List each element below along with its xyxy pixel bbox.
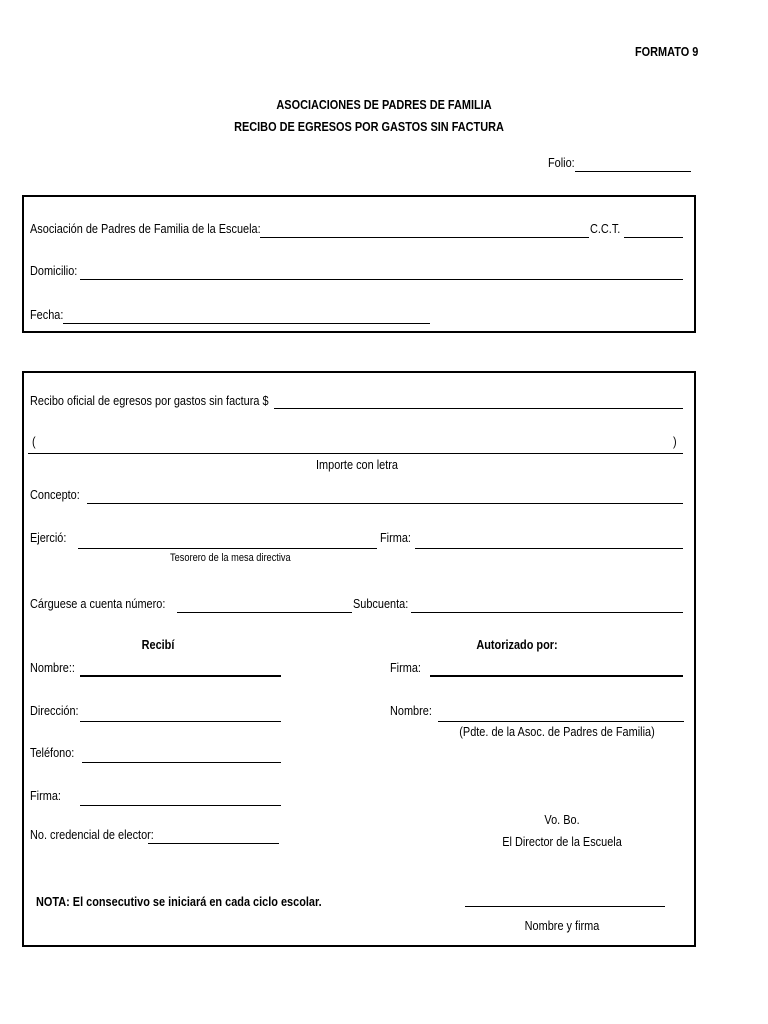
executed-signature-label: Firma: bbox=[380, 530, 411, 545]
association-field[interactable] bbox=[260, 237, 589, 238]
received-address-field[interactable] bbox=[80, 721, 281, 722]
received-name-label: Nombre:: bbox=[30, 660, 75, 675]
president-caption: (Pdte. de la Asoc. de Padres de Familia) bbox=[459, 724, 655, 739]
authorized-name-label: Nombre: bbox=[390, 703, 432, 718]
cct-label: C.C.T. bbox=[590, 221, 621, 236]
received-name-field[interactable] bbox=[80, 675, 281, 677]
subaccount-field[interactable] bbox=[411, 612, 683, 613]
executed-label: Ejerció: bbox=[30, 530, 67, 545]
address-field[interactable] bbox=[80, 279, 683, 280]
format-label: FORMATO 9 bbox=[635, 44, 699, 59]
subaccount-label: Subcuenta: bbox=[353, 596, 409, 611]
title-line-1: ASOCIACIONES DE PADRES DE FAMILIA bbox=[276, 97, 492, 112]
authorized-signature-field[interactable] bbox=[430, 675, 683, 677]
concept-label: Concepto: bbox=[30, 487, 80, 502]
received-signature-label: Firma: bbox=[30, 788, 61, 803]
authorized-signature-label: Firma: bbox=[390, 660, 421, 675]
folio-field[interactable] bbox=[575, 171, 691, 172]
authorized-heading: Autorizado por: bbox=[476, 637, 558, 652]
title-line-2: RECIBO DE EGRESOS POR GASTOS SIN FACTURA bbox=[234, 119, 504, 134]
received-phone-label: Teléfono: bbox=[30, 745, 75, 760]
note-text: NOTA: El consecutivo se iniciará en cada ciclo escolar. bbox=[36, 894, 322, 909]
charge-account-label: Cárguese a cuenta número: bbox=[30, 596, 166, 611]
amount-words-field[interactable] bbox=[28, 453, 683, 454]
address-label: Domicilio: bbox=[30, 263, 78, 278]
receipt-amount-field[interactable] bbox=[274, 408, 683, 409]
director-signature-field[interactable] bbox=[465, 906, 665, 907]
paren-open: ( bbox=[32, 434, 36, 449]
concept-field[interactable] bbox=[87, 503, 683, 504]
date-field[interactable] bbox=[63, 323, 430, 324]
school-info-box bbox=[22, 195, 696, 333]
date-label: Fecha: bbox=[30, 307, 64, 322]
amount-words-caption: Importe con letra bbox=[316, 457, 398, 472]
paren-close: ) bbox=[673, 434, 677, 449]
received-signature-field[interactable] bbox=[80, 805, 281, 806]
charge-account-field[interactable] bbox=[177, 612, 352, 613]
received-phone-field[interactable] bbox=[82, 762, 281, 763]
executed-field[interactable] bbox=[78, 548, 377, 549]
received-address-label: Dirección: bbox=[30, 703, 79, 718]
vobo-label: Vo. Bo. bbox=[544, 812, 580, 827]
received-heading: Recibí bbox=[141, 637, 175, 652]
voter-id-label: No. credencial de elector: bbox=[30, 827, 154, 842]
cct-field[interactable] bbox=[624, 237, 683, 238]
name-signature-caption: Nombre y firma bbox=[524, 918, 600, 933]
director-label: El Director de la Escuela bbox=[502, 834, 622, 849]
association-label: Asociación de Padres de Familia de la Escuela: bbox=[30, 221, 261, 236]
folio-label: Folio: bbox=[548, 155, 575, 170]
authorized-name-field[interactable] bbox=[438, 721, 684, 722]
voter-id-field[interactable] bbox=[148, 843, 279, 844]
treasurer-caption: Tesorero de la mesa directiva bbox=[170, 552, 291, 564]
executed-signature-field[interactable] bbox=[415, 548, 683, 549]
receipt-amount-label: Recibo oficial de egresos por gastos sin factura $ bbox=[30, 393, 269, 408]
